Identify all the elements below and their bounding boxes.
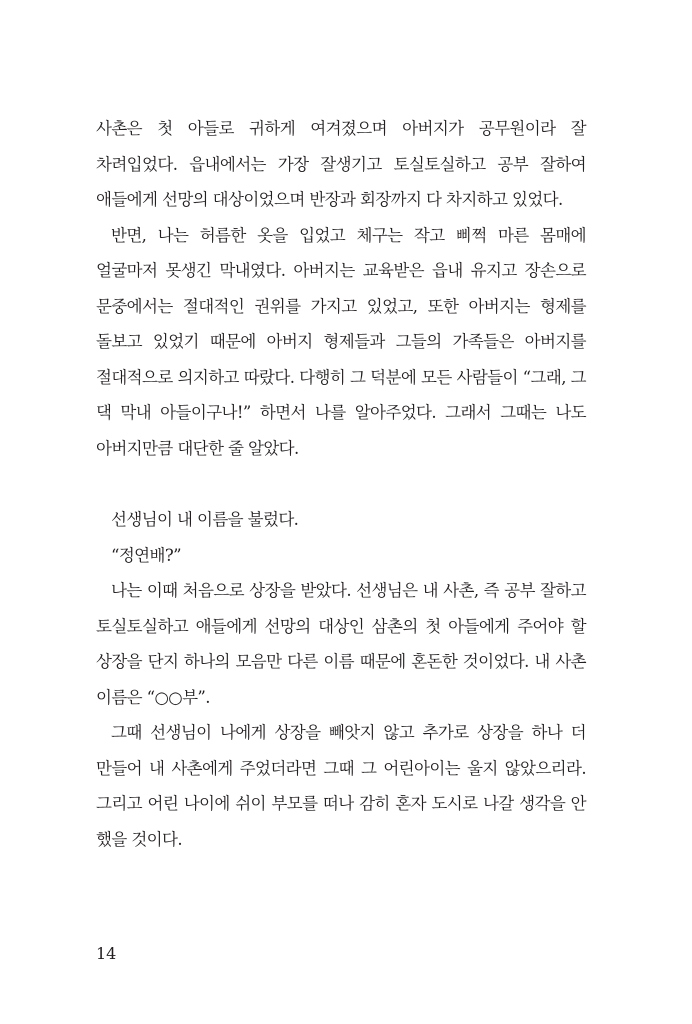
page-body [96,111,586,857]
paragraph-cousin-description: 사촌은 첫 아들로 귀하게 여겨졌으며 아버지가 공무원이라 잘 차려입었다. 읍내에서는 가장 잘생기고 토실토실하고 공부 잘하여 애들에게 선망의 대상이었으며 반장과 회장까지 다 차지하고 있었다. [96,119,586,209]
paragraph-first-award: 나는 이때 처음으로 상장을 받았다. 선생님은 내 사촌, 즉 공부 잘하고 토실토실하고 애들에게 선망의 대상인 삼촌의 첫 아들에게 주어야 할 상장을 단지 하나의 모음만 다른 이름 때문에 혼돈한 것이었다. 내 사촌 이름은 “○○부”. [96,581,586,707]
paragraph-reflection: 그때 선생님이 나에게 상장을 빼앗지 않고 추가로 상장을 하나 더 만들어 내 사촌에게 주었더라면 그때 그 어린아이는 울지 않았으리라. 그리고 어린 나이에 쉬이 부모를 떠나 감히 혼자 도시로 나갈 생각을 안 했을 것이다. [96,723,586,849]
paragraph-narrator-description: 반면, 나는 허름한 옷을 입었고 체구는 작고 삐쩍 마른 몸매에 얼굴마저 못생긴 막내였다. 아버지는 교육받은 읍내 유지고 장손으로 문중에서는 절대적인 권위를 가지고 있었고, 또한 아버지는 형제를 돌보고 있었기 때문에 아버지 형제들과 그들의 가족들은 아버지를 절대적으로 의지하고 따랐다. 다행히 그 덕분에 모든 사람들이 “그래, 그 댁 막내 아들이구나!” 하면서 나를 알아주었다. 그래서 그때는 나도 아버지만큼 대단한 줄 알았다. [96,225,586,458]
paragraph-teacher-calls-name: 선생님이 내 이름을 불렀다. [111,510,299,529]
dialogue-line: “정연배?” [111,545,181,565]
section-break [96,466,586,502]
page-number: 14 [96,944,117,963]
